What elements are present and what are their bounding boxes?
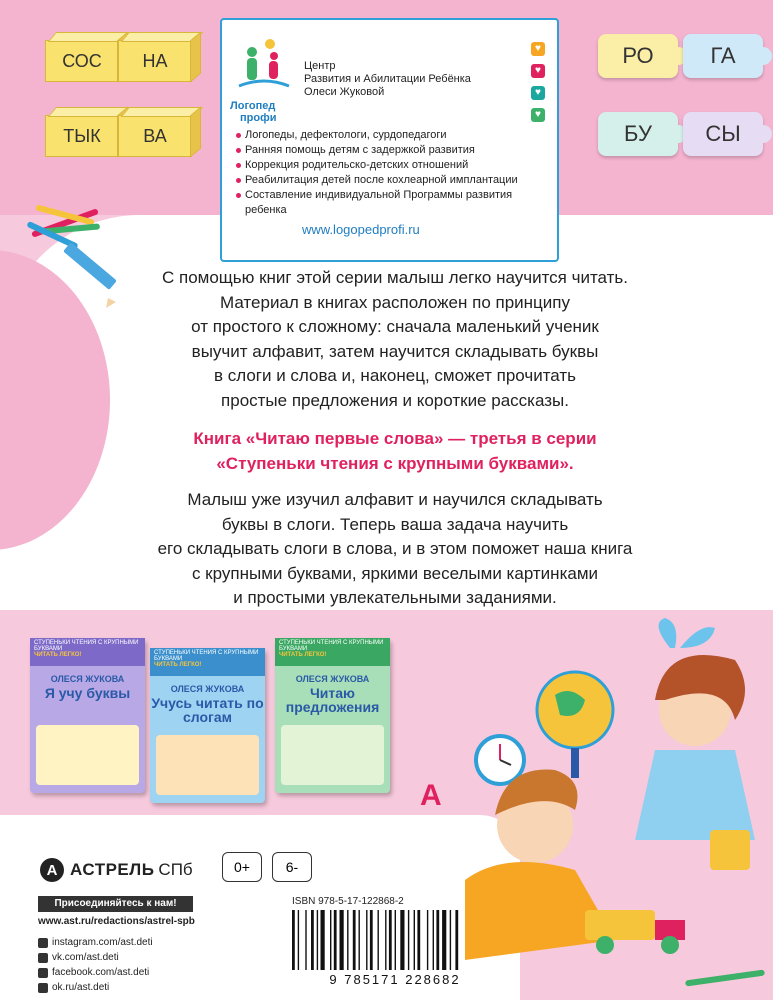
heart-icon: ♥ [531,42,545,56]
social-link[interactable] [38,950,153,965]
book-series-header [150,648,265,676]
series-book-cover [150,648,265,803]
book-cover-art [156,735,259,795]
puzzle-piece [598,112,678,156]
puzzle-label: РО [622,43,654,68]
book-cover-art [36,725,139,785]
book-author: ОЛЕСЯ ЖУКОВА [170,684,245,694]
heart-icon: ♥ [531,108,545,122]
syllable-cube [118,115,192,157]
cube-label: НА [142,50,168,71]
social-link-text: instagram.com/ast.deti [52,937,153,948]
center-title-line: Центр [304,60,336,72]
isbn-text: ISBN 978-5-17-122868-2 [292,896,404,907]
social-link-text: ok.ru/ast.deti [52,982,110,993]
toy-truck-icon [585,910,655,940]
puzzle-piece [683,112,763,156]
logoped-profi-logo-icon [234,36,294,96]
astrel-logo-icon: А [40,858,64,882]
service-item: Логопеды, дефектологи, сурдопедагоги [236,128,546,143]
center-title-line: Развития и Абилитации Ребёнка [304,73,471,85]
book-author: ОЛЕСЯ ЖУКОВА [295,674,370,684]
puzzle-piece [598,34,678,78]
social-links [38,935,153,995]
text-line: и простыми увлекательными заданиями. [233,588,557,607]
book-title: Я учу буквы [44,685,131,701]
cube-label: СОС [62,50,102,71]
series-book-cover [275,638,390,793]
puzzle-label: СЫ [705,121,741,146]
cube-label: ТЫК [63,125,101,146]
book-series: СТУПЕНЬКИ ЧТЕНИЯ С КРУПНЫМИ БУКВАМИ [34,640,139,652]
book-badge: ЧИТАТЬ ЛЕГКО! [154,662,202,668]
publisher-name: АСТРЕЛЬ [70,860,155,879]
service-item: Реабилитация детей после кохлеарной имплантации [236,173,546,188]
book-badge: ЧИТАТЬ ЛЕГКО! [34,652,82,658]
syllable-cube [45,115,119,157]
text-line: в слоги и слова и, наконец, сможет прочитать [213,366,577,385]
book-series-header [30,638,145,666]
barcode-number: 9 785171 228682 [329,972,461,987]
join-us-banner: Присоединяйтесь к нам! [38,896,193,912]
syllable-cube [45,40,119,82]
logo-line: профи [240,112,277,124]
services-list [236,128,546,218]
text-line: Малыш уже изучил алфавит и научился складывать [187,490,603,509]
publisher-url-link[interactable]: www.ast.ru/redactions/astrel-spb [38,916,195,927]
text-line: Материал в книгах расположен по принципу [220,292,570,312]
service-item: Составление индивидуальной Программы развития ребенка [236,188,546,218]
puzzle-piece [683,34,763,78]
counting-sticks-icon [20,200,120,320]
barcode-icon [290,910,500,970]
text-line: выучит алфавит, затем научится складывать буквы [191,341,599,361]
logo-text [230,100,276,124]
social-link[interactable] [38,965,153,980]
bucket-icon [710,830,750,870]
book-series: СТУПЕНЬКИ ЧТЕНИЯ С КРУПНЫМИ БУКВАМИ [154,650,259,662]
book-author: ОЛЕСЯ ЖУКОВА [50,674,125,684]
highlight-line: «Ступеньки чтения с крупными буквами». [216,454,574,473]
facebook-icon [38,968,48,978]
text-line: простые предложения и короткие рассказы. [221,390,569,410]
text-line: с крупными буквами, яркими веселыми картинками [191,563,599,583]
svg-text:A: A [420,779,442,812]
odnoklassniki-icon [38,983,48,993]
book-series-header [275,638,390,666]
center-info-card [220,18,559,262]
book-title: Учусь читать по слогам [151,695,264,725]
intro-paragraph [110,266,680,413]
publisher-city: СПб [158,860,193,879]
center-title-line: Олеси Жуковой [304,86,385,98]
social-link-text: vk.com/ast.deti [52,952,119,963]
logo-line: Логопед [230,100,276,112]
service-item: Ранняя помощь детям с задержкой развития [236,143,546,158]
publisher-logo [40,858,193,882]
social-link[interactable] [38,980,153,995]
puzzle-label: БУ [624,121,652,146]
service-item: Коррекция родительско-детских отношений [236,158,546,173]
cube-label: ВА [143,125,167,146]
center-title [304,60,471,99]
age-rating-badge: 0+ [222,852,262,882]
book-badge: ЧИТАТЬ ЛЕГКО! [279,652,327,658]
syllable-cube [118,40,192,82]
highlight-line: Книга «Читаю первые слова» — третья в серии [193,429,597,448]
heart-icon: ♥ [531,86,545,100]
description-paragraph [110,488,680,611]
vk-icon [38,953,48,963]
book-series: СТУПЕНЬКИ ЧТЕНИЯ С КРУПНЫМИ БУКВАМИ [279,640,384,652]
book-cover-art [281,725,384,785]
center-website-link[interactable]: www.logopedprofi.ru [302,222,420,237]
text-line: С помощью книг этой серии малыш легко научится читать. [161,268,628,287]
heart-icons [531,42,547,130]
children-illustration [420,600,773,1000]
series-book-cover [30,638,145,793]
age-rating-badge: 6- [272,852,312,882]
heart-icon: ♥ [531,64,545,78]
text-line: его складывать слоги в слова, и в этом поможет наша книга [157,539,633,558]
text-line: от простого к сложному: сначала маленький ученик [191,317,599,336]
text-line: буквы в слоги. Теперь ваша задача научить [221,514,569,534]
instagram-icon [38,938,48,948]
puzzle-label: ГА [710,43,736,68]
social-link-text: facebook.com/ast.deti [52,967,150,978]
book-title: Читаю предложения [285,685,380,715]
social-link[interactable] [38,935,153,950]
series-highlight [110,426,680,476]
girl-dress [635,750,755,840]
